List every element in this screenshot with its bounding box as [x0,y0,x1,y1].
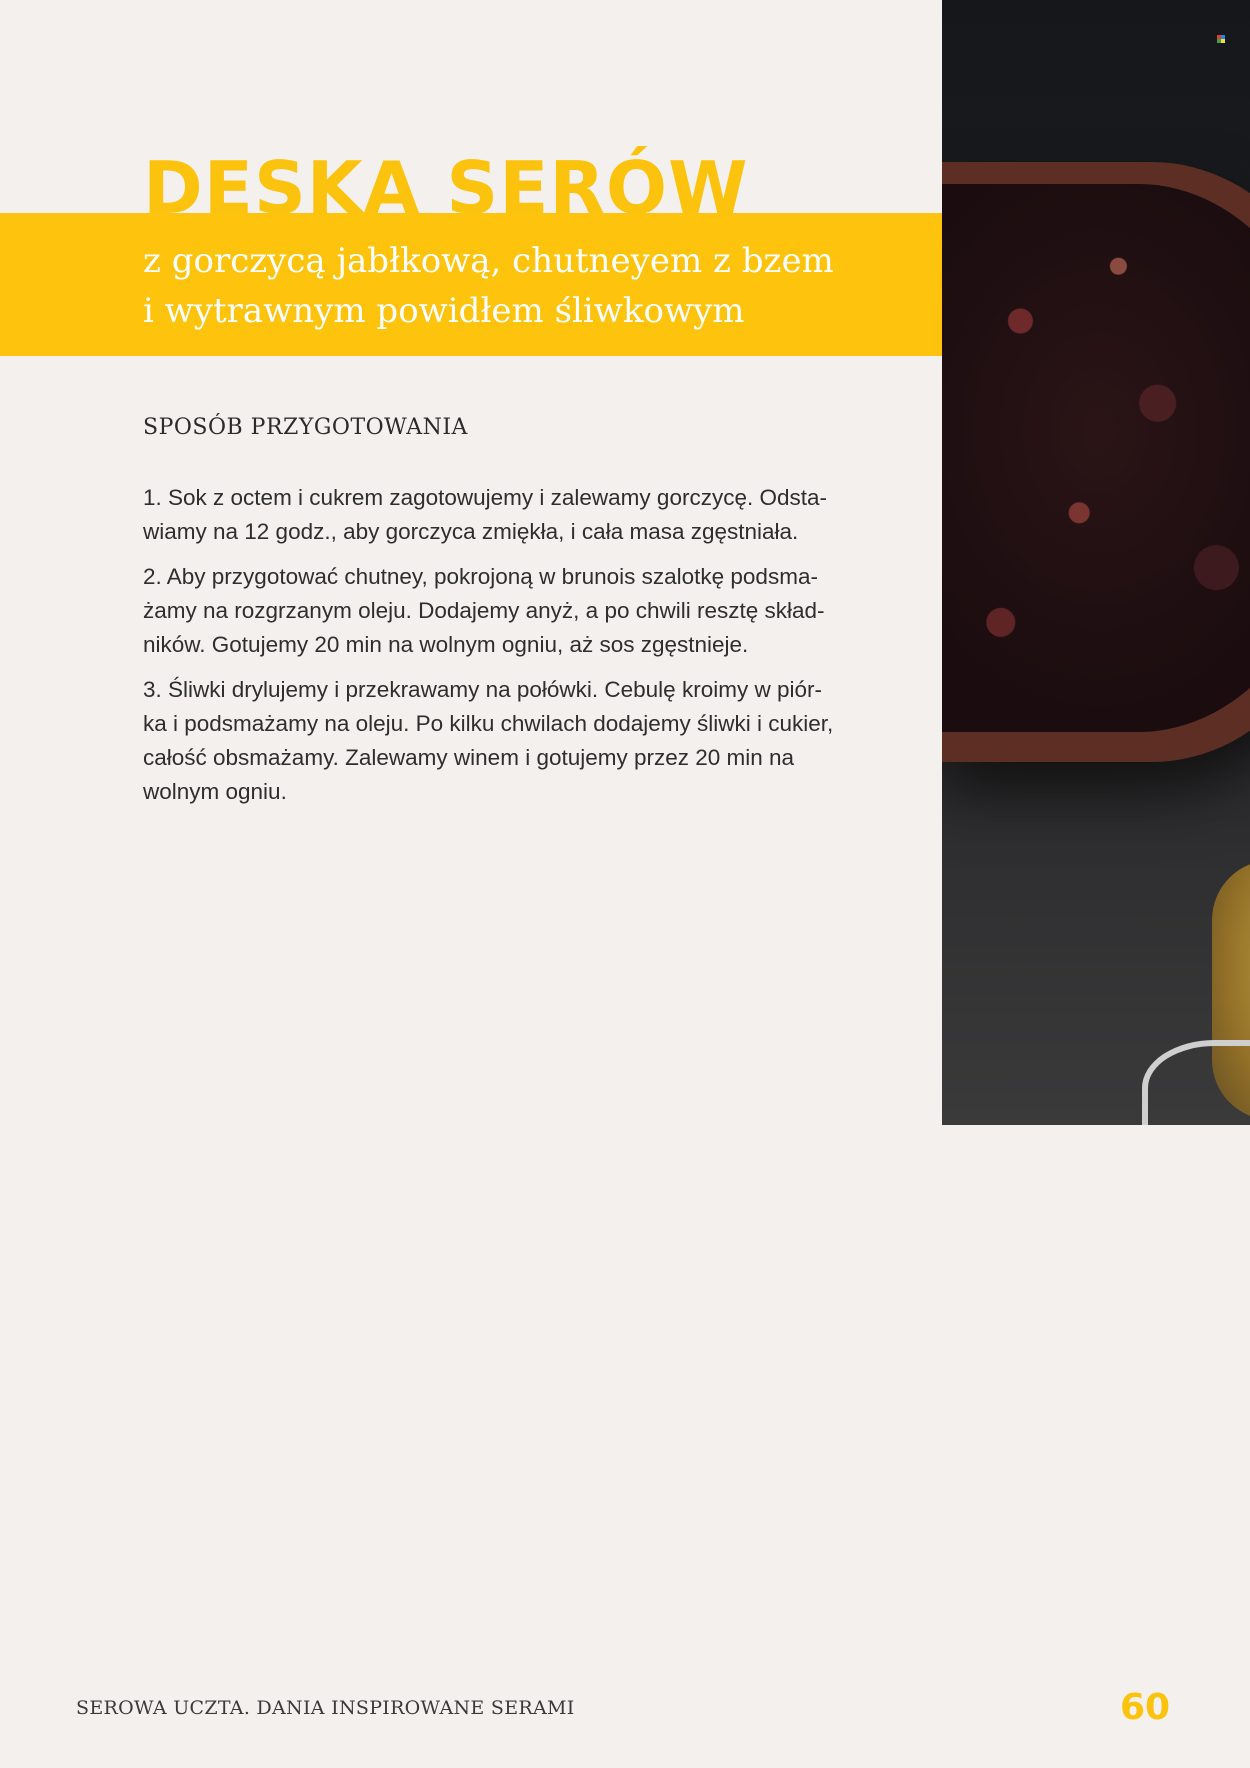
step-line: żamy na rozgrzanym oleju. Dodajemy anyż, a po chwili resztę skład- [143,598,825,623]
subtitle-line: i wytrawnym powidłem śliwkowym [143,291,745,331]
bowl-image [942,162,1250,762]
step-line: ników. Gotujemy 20 min na wolnym ogniu, aż sos zgęstnieje. [143,632,749,657]
food-photo [942,0,1250,1125]
recipe-title: DESKA SERÓW [143,146,749,230]
step-item [143,673,873,809]
step-item [143,481,873,549]
step-line: ka i podsmażamy na oleju. Po kilku chwilach dodajemy śliwki i cukier, [143,711,834,736]
section-heading: SPOSÓB PRZYGOTOWANIA [143,415,468,440]
step-line: 3. Śliwki drylujemy i przekrawamy na połówki. Cebulę kroimy w piór- [143,677,822,702]
jar-clasp-image [1142,1040,1250,1125]
brand-logo-icon [1217,35,1225,43]
step-line: 2. Aby przygotować chutney, pokrojoną w brunois szalotkę podsma- [143,564,818,589]
page-number: 60 [1120,1687,1171,1728]
step-item [143,560,873,662]
step-line: wolnym ogniu. [143,779,287,804]
step-line: wiamy na 12 godz., aby gorczyca zmiękła, i cała masa zgęstniała. [143,519,799,544]
footer-book-title: SEROWA UCZTA. DANIA INSPIROWANE SERAMI [76,1697,575,1719]
plum-preserve-image [942,184,1250,732]
preparation-steps [143,481,873,820]
subtitle-line: z gorczycą jabłkową, chutneyem z bzem [143,241,834,281]
step-line: 1. Sok z octem i cukrem zagotowujemy i zalewamy gorczycę. Odsta- [143,485,827,510]
step-line: całość obsmażamy. Zalewamy winem i gotujemy przez 20 min na [143,745,795,770]
recipe-subtitle [143,236,923,336]
